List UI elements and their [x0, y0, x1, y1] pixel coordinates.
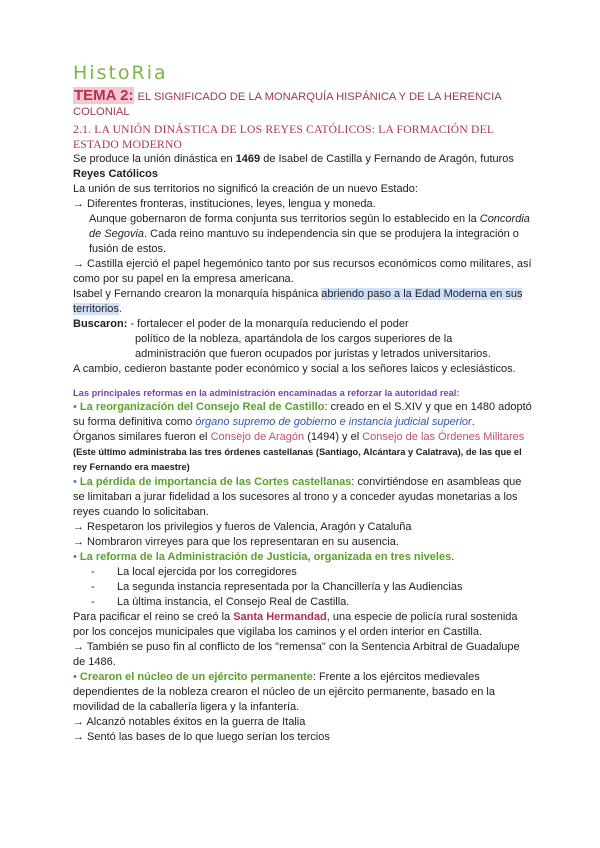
list-item: - La segunda instancia representada por la Chancillería y las Audiencias — [91, 581, 463, 593]
concordia-segovia: Concordia de Segovia — [89, 213, 530, 240]
arrow-remensa: → También se puso fin al conflicto de los "remensa" con la Sentencia Arbitral de Guadalupe de 1486. — [73, 641, 520, 668]
year-1469: 1469 — [235, 153, 261, 165]
tema-label: TEMA 2: — [74, 87, 134, 104]
page-title — [73, 89, 533, 119]
reformas-heading: Las principales reformas en la administración encaminadas a reforzar la autoridad real: — [73, 388, 460, 398]
reforma-justicia-title: La reforma de la Administración de Justicia, organizada en tres niveles — [79, 551, 452, 563]
arrow-castilla: → Castilla ejerció el papel hegemónico tanto por sus recursos económicos como militares, así como por su papel en la empresa americana. — [73, 258, 532, 285]
document-page — [73, 62, 533, 745]
section-title: 2.1. LA UNIÓN DINÁSTICA DE LOS REYES CATÓLICOS: LA FORMACIÓN DEL ESTADO MODERNO — [73, 123, 494, 151]
organo-supremo: órgano supremo de gobierno e instancia judicial superior — [195, 416, 472, 428]
reyes-catolicos: Reyes Católicos — [73, 168, 158, 180]
paragraph-organos: Órganos similares fueron el Consejo de Aragón (1494) y el Consejo de las Órdenes Militares (Este último administraba las tres órdenes castellanas (Santiago, Alcántara y Calatrava), de las que el rey Fernando era maestre) — [73, 431, 525, 472]
paragraph-union: Se produce la unión dinástica en 1469 de Isabel de Castilla y Fernando de Aragón, futuros Reyes Católicos — [73, 153, 514, 180]
reforma-consejo-title: La reorganización del Consejo Real de Castillo — [79, 401, 325, 413]
paragraph-territorios: La unión de sus territorios no significó la creación de un nuevo Estado: — [73, 183, 418, 195]
reforma-cortes-title: La pérdida de importancia de las Cortes castellanas — [79, 476, 352, 488]
list-item: - La última instancia, el Consejo Real de Castilla. — [91, 596, 350, 608]
reforma-ejercito-title: Crearon el núcleo de un ejército permanente — [79, 671, 313, 683]
buscaron-line-3: administración que fueron ocupados por juristas y letrados universitarios. — [135, 348, 491, 360]
buscaron-label: Buscaron: — [73, 318, 128, 330]
reforma-ejercito: • Crearon el núcleo de un ejército permanente: Frente a los ejércitos medievales dependientes de la nobleza crearon el núcleo de un ejército permanente, basado en la movilidad de la caballería ligera y la infantería. — [73, 671, 495, 713]
tema-title: EL SIGNIFICADO DE LA MONARQUÍA HISPÁNICA Y DE LA HERENCIA COLONIAL — [73, 91, 502, 118]
arrow-tercios: → Sentó las bases de lo que luego serían los tercios — [73, 731, 330, 743]
buscaron-block: Buscaron: - fortalecer el poder de la monarquía reduciendo el poder — [73, 318, 409, 330]
paragraph-hermandad: Para pacificar el reino se creó la Santa Hermandad, una especie de policía rural sostenida por los concejos municipales que vigilaba los caminos y el orden interior en Castilla. — [73, 611, 518, 638]
consejo-ordenes: Consejo de las Órdenes Militares — [362, 431, 525, 443]
reforma-cortes: • La pérdida de importancia de las Cortes castellanas: convirtiéndose en asambleas que se limitaban a jurar fidelidad a los sucesores al trono y a conceder ayudas monetarias a los reyes cuando lo solicitaban. — [73, 476, 522, 518]
list-item: - La local ejercida por los corregidores — [91, 566, 297, 578]
brand-logo: HistoRia — [73, 62, 168, 84]
ordenes-note: (Este último administraba las tres órdenes castellanas (Santiago, Alcántara y Calatrava), de las que el rey Fernando era maestre) — [73, 447, 522, 472]
arrow-italia: → Alcanzó notables éxitos en la guerra de Italia — [73, 716, 306, 728]
reforma-consejo-real: • La reorganización del Consejo Real de Castillo: creado en el S.XIV y que en 1480 adoptó su forma definitiva como órgano supremo de gobierno e instancia judicial superior. — [73, 401, 532, 428]
highlight-edad-moderna: abriendo paso a la Edad Moderna en sus territorios — [73, 288, 523, 315]
arrow-privilegios: → Respetaron los privilegios y fueros de Valencia, Aragón y Cataluña — [73, 521, 412, 533]
arrow-virreyes: → Nombraron virreyes para que los representaran en su ausencia. — [73, 536, 399, 548]
reforma-justicia: • La reforma de la Administración de Justicia, organizada en tres niveles. — [73, 551, 455, 563]
paragraph-cedieron: A cambio, cedieron bastante poder económico y social a los señores laicos y eclesiásticos. — [73, 363, 516, 375]
paragraph-concordia: Aunque gobernaron de forma conjunta sus territorios según lo establecido en la Concordia de Segovia. Cada reino mantuvo su independencia sin que se produjera la integración o fusión de estos. — [89, 213, 530, 255]
paragraph-monarquia: Isabel y Fernando crearon la monarquía hispánica abriendo paso a la Edad Moderna en sus territorios. — [73, 288, 523, 315]
santa-hermandad: Santa Hermandad — [233, 611, 327, 623]
consejo-aragon: Consejo de Aragón — [210, 431, 305, 443]
arrow-fronteras: → Diferentes fronteras, instituciones, leyes, lengua y moneda. — [73, 198, 376, 210]
buscaron-line-2: político de la nobleza, apartándola de los cargos superiores de la — [135, 333, 453, 345]
